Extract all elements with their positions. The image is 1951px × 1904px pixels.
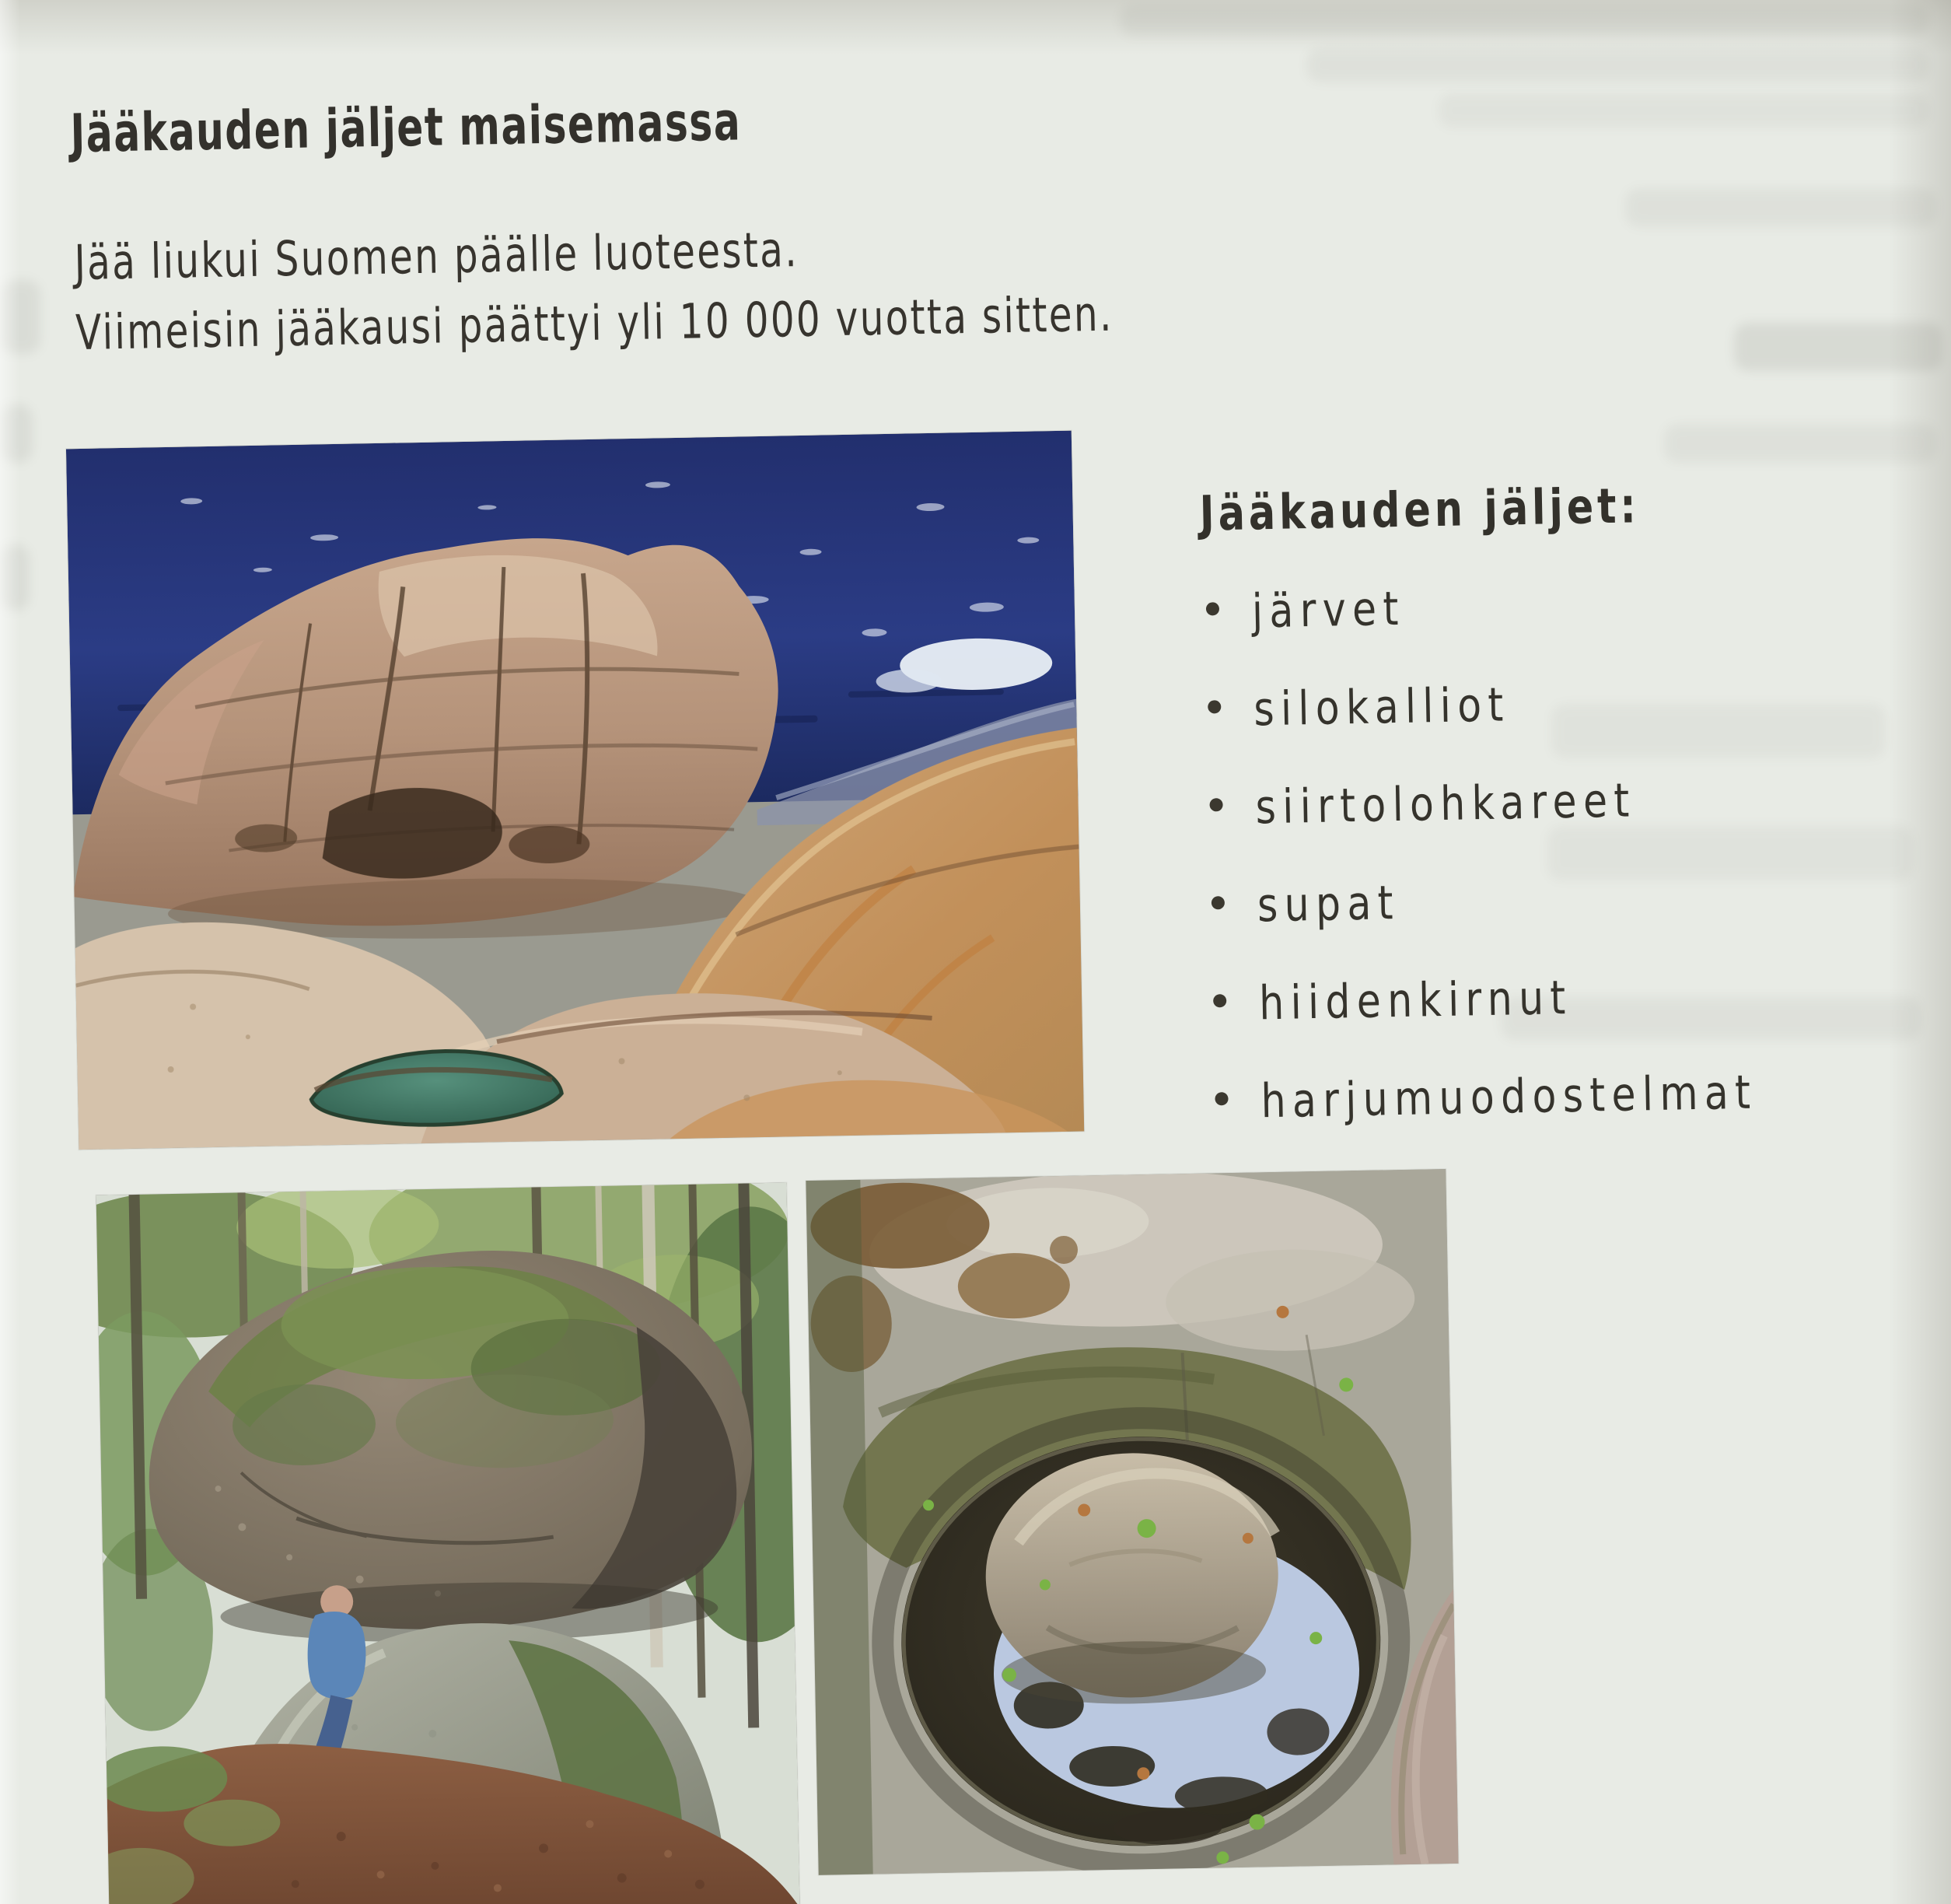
list-item xyxy=(1203,668,1845,742)
page-title: Jääkauden jäljet maisemassa xyxy=(69,90,742,165)
list-item-label: järvet xyxy=(1251,581,1406,639)
photo-coastal-smooth-rocks xyxy=(66,431,1084,1150)
photo-giants-kettle xyxy=(806,1169,1458,1875)
photo-erratic-boulder xyxy=(96,1183,800,1904)
list-item-label: hiidenkirnut xyxy=(1258,970,1573,1031)
list-item-label: siirtolohkareet xyxy=(1255,773,1637,835)
intro-line-2: Viimeisin jääkausi päättyi yli 10 000 vuotta sitten. xyxy=(75,285,1114,362)
bullet-icon xyxy=(1208,700,1221,713)
bullet-icon xyxy=(1206,602,1219,615)
coastal-rocks-illustration xyxy=(66,431,1084,1150)
list-item-label: harjumuodostelmat xyxy=(1260,1065,1757,1129)
list-item xyxy=(1208,962,1851,1036)
list-item-label: silokalliot xyxy=(1253,677,1511,737)
page-top-shadow xyxy=(0,0,1951,54)
list-item xyxy=(1206,864,1848,938)
list-item xyxy=(1201,570,1843,644)
list-item-label: supat xyxy=(1257,875,1400,933)
erratic-boulder-illustration xyxy=(96,1183,800,1904)
giants-kettle-illustration xyxy=(806,1169,1458,1875)
bullet-icon xyxy=(1209,798,1222,811)
bullet-icon xyxy=(1213,994,1226,1007)
list-item xyxy=(1205,766,1847,840)
list-item xyxy=(1210,1060,1852,1134)
list-heading: Jääkauden jäljet: xyxy=(1199,477,1641,543)
ice-age-traces-list xyxy=(1201,570,1851,1134)
ice-age-traces-list-section xyxy=(1198,434,1852,1171)
intro-line-1: Jää liukui Suomen päälle luoteesta. xyxy=(73,221,799,292)
page-left-highlight xyxy=(0,0,20,1904)
page-right-shadow xyxy=(1889,0,1951,1904)
bullet-icon xyxy=(1212,896,1225,909)
bullet-icon xyxy=(1215,1092,1228,1105)
